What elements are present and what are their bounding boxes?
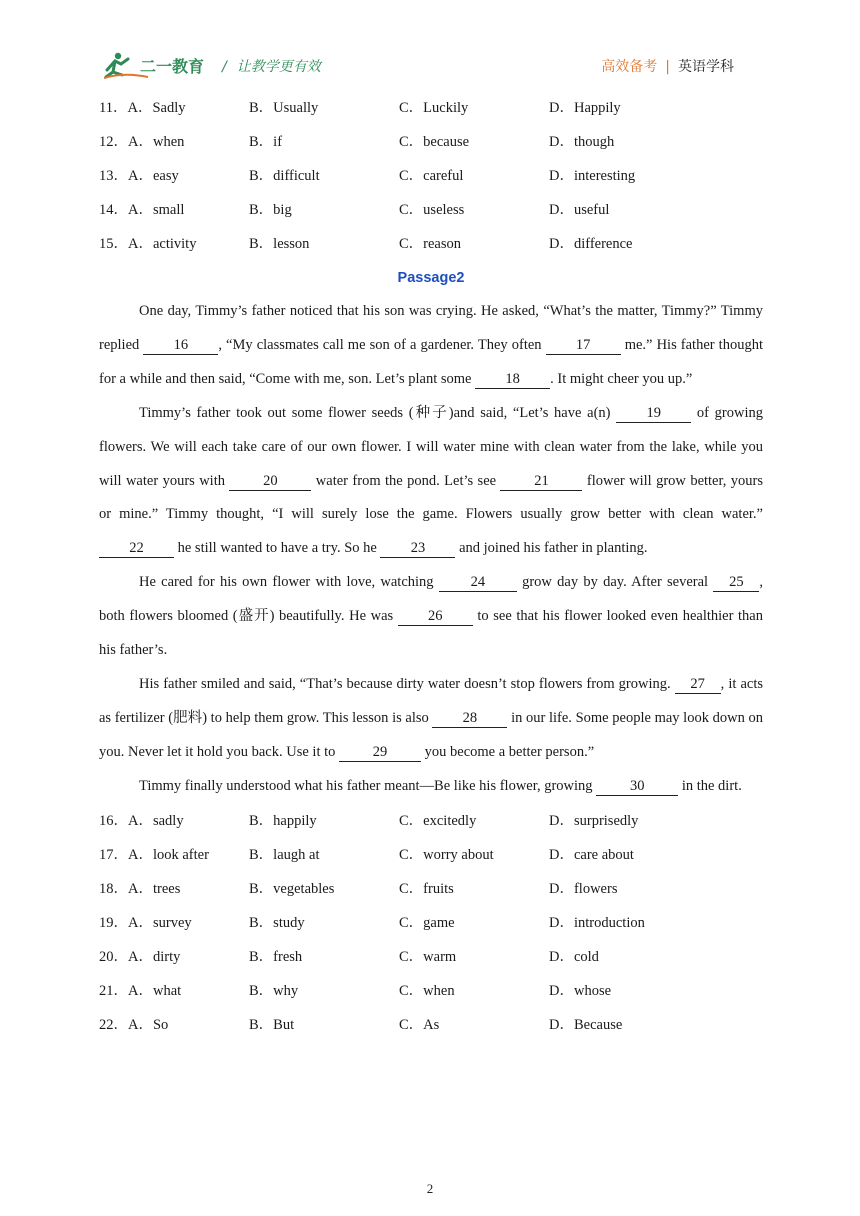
- option-d: D．interesting: [549, 168, 636, 184]
- question-row: [99, 974, 763, 1008]
- blank-23: 23: [380, 540, 455, 558]
- option-a: A．look after: [128, 846, 209, 863]
- option-c: C．useless: [399, 202, 465, 218]
- option-a: A．activity: [128, 236, 197, 252]
- option-d: D．difference: [549, 236, 633, 252]
- header-subject: [601, 56, 734, 76]
- question-row: [99, 872, 763, 906]
- passage-paragraph: He cared for his own flower with love, watching 24 grow day by day. After several 25 , both flowers bloomed (盛开) beautifully. He was 26 to see that his flower looked even healthier than his father’s.: [99, 574, 763, 659]
- logo: [104, 50, 216, 80]
- blank-25: 25: [713, 574, 759, 592]
- option-a: A．what: [128, 982, 182, 999]
- option-b: B．happily: [249, 812, 317, 829]
- option-b: B．why: [249, 982, 299, 999]
- blank-19: 19: [616, 405, 691, 423]
- option-c: C．Luckily: [399, 100, 469, 116]
- option-a: A．trees: [128, 880, 181, 897]
- option-b: B．lesson: [249, 236, 310, 252]
- question-row: [99, 940, 763, 974]
- question-number: 16．: [99, 812, 128, 829]
- option-d: D．Because: [549, 1016, 623, 1033]
- option-b: B．Usually: [249, 100, 319, 116]
- runner-logo-icon: [104, 50, 216, 80]
- blank-26: 26: [398, 608, 473, 626]
- option-d: D．care about: [549, 846, 634, 863]
- question-row: [99, 906, 763, 940]
- option-d: D．though: [549, 134, 615, 150]
- question-number: 15．: [99, 236, 128, 252]
- question-number: 22．: [99, 1016, 128, 1033]
- option-d: D．flowers: [549, 880, 618, 897]
- header-subject-name: 英语学科: [678, 59, 734, 75]
- passage-paragraph: One day, Timmy’s father noticed that his son was crying. He asked, “What’s the matter, Timmy?” Timmy replied 16 , “My classmates call me son of a gardener. They often 17 me.” His father thought for a while and then said, “Come with me, son. Let’s plant some 18 . It might cheer you up.”: [99, 303, 763, 387]
- question-number: 20．: [99, 948, 128, 965]
- question-number: 11．: [99, 100, 128, 116]
- option-c: C．warm: [399, 948, 457, 965]
- question-row: [99, 838, 763, 872]
- blank-22: 22: [99, 540, 174, 558]
- option-b: B．big: [249, 202, 292, 218]
- passage-paragraph: Timmy finally understood what his father meant—Be like his flower, growing 30 in the dirt.: [139, 777, 742, 794]
- header-tag: 高效备考: [601, 59, 658, 75]
- passage-title: Passage2: [397, 270, 465, 286]
- option-b: B．difficult: [249, 168, 320, 184]
- question-number: 14．: [99, 202, 128, 218]
- question-list-11-15: [99, 91, 763, 261]
- option-a: A．small: [128, 202, 185, 218]
- blank-21: 21: [500, 473, 582, 491]
- slogan: / 让教学更有效: [222, 59, 321, 75]
- option-b: B．vegetables: [249, 880, 335, 897]
- blank-28: 28: [432, 710, 507, 728]
- option-a: A．easy: [128, 168, 179, 184]
- passage-paragraph: His father smiled and said, “That’s because dirty water doesn’t stop flowers from growing. 27 , it acts as fertilizer (肥料) to help them grow. This lesson is also 28 in our life. Some people may look down on you. Never let it hold you back. Use it to 29 you become a better person.”: [99, 675, 763, 760]
- option-c: C．As: [399, 1016, 440, 1033]
- passage-body: [99, 295, 763, 804]
- option-c: C．fruits: [399, 880, 454, 897]
- question-number: 21．: [99, 982, 128, 999]
- question-number: 12．: [99, 134, 128, 150]
- blank-17: 17: [546, 337, 621, 355]
- question-row: [99, 193, 763, 227]
- page-number: 2: [426, 1181, 434, 1196]
- question-row: [99, 804, 763, 838]
- option-c: C．worry about: [399, 846, 494, 863]
- option-d: D．Happily: [549, 100, 621, 116]
- option-c: C．when: [399, 982, 455, 999]
- blank-29: 29: [339, 744, 421, 762]
- option-b: B．fresh: [249, 948, 303, 965]
- question-number: 19．: [99, 914, 128, 931]
- question-number: 18．: [99, 880, 128, 897]
- option-a: A．survey: [128, 914, 192, 931]
- option-b: B．laugh at: [249, 846, 320, 863]
- question-row: [99, 1008, 763, 1042]
- question-list-16-22: [99, 804, 763, 1042]
- option-c: C．careful: [399, 168, 464, 184]
- logo-text: 二一教育: [140, 57, 205, 76]
- option-b: B．if: [249, 134, 283, 150]
- option-b: B．But: [249, 1016, 295, 1033]
- option-c: C．excitedly: [399, 812, 477, 829]
- option-d: D．useful: [549, 202, 610, 218]
- question-row: [99, 91, 763, 125]
- page-content: [99, 91, 763, 1042]
- option-b: B．study: [249, 914, 305, 931]
- option-a: A．dirty: [128, 948, 181, 965]
- option-c: C．game: [399, 914, 455, 931]
- question-row: [99, 159, 763, 193]
- question-row: [99, 227, 763, 261]
- page-header: [0, 0, 860, 90]
- blank-24: 24: [439, 574, 517, 592]
- option-a: A．when: [128, 134, 185, 150]
- option-d: D．cold: [549, 948, 599, 965]
- blank-30: 30: [596, 778, 678, 796]
- passage-paragraph: Timmy’s father took out some flower seeds (种子)and said, “Let’s have a(n) 19 of growing flowers. We will each take care of our own flower. I will water mine with clean water from the lake, while you will water yours with 20 water from the pond. Let’s see 21 flower will grow better, yours or mine.” Timmy thought, “I will surely lose the game. Flowers usually grow better with clean water.” 22 he still wanted to have a try. So he 23 and joined his father in planting.: [99, 404, 763, 557]
- option-a: A．Sadly: [127, 100, 186, 116]
- blank-20: 20: [229, 473, 311, 491]
- option-d: D．whose: [549, 982, 612, 999]
- header-separator: |: [665, 59, 670, 75]
- slogan-text: 让教学更有效: [236, 59, 321, 75]
- option-c: C．because: [399, 134, 470, 150]
- question-number: 17．: [99, 846, 128, 863]
- question-row: [99, 125, 763, 159]
- question-number: 13．: [99, 168, 128, 184]
- option-a: A．sadly: [128, 812, 184, 829]
- option-d: D．introduction: [549, 914, 645, 931]
- blank-27: 27: [675, 676, 721, 694]
- blank-18: 18: [475, 371, 550, 389]
- option-d: D．surprisedly: [549, 812, 639, 829]
- option-a: A．So: [128, 1016, 169, 1033]
- blank-16: 16: [143, 337, 218, 355]
- option-c: C．reason: [399, 236, 462, 252]
